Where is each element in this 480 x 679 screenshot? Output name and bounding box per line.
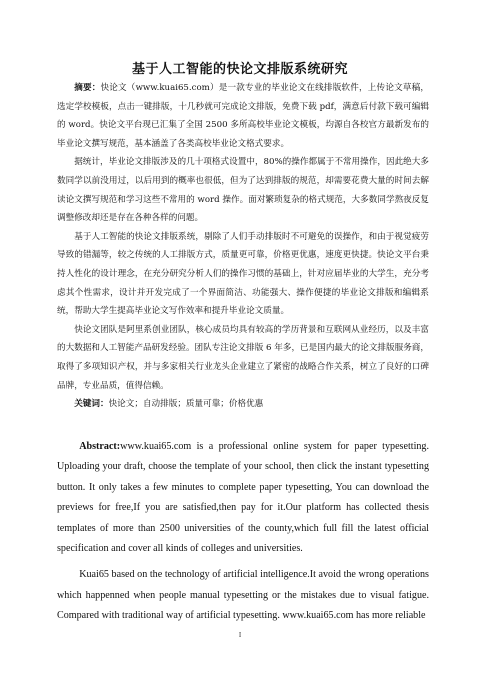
document-title: 基于人工智能的快论文排版系统研究 <box>131 62 348 77</box>
keywords-label: 关键词： <box>74 399 109 410</box>
keywords-paragraph <box>57 395 429 414</box>
body-paragraph-ai-system: 基于人工智能的快论文排版系统，剔除了人们手动排版时不可避免的误操作，和由于视觉疲劳导致的错漏等，较之传统的人工排版方式，质量更可靠，价格更优惠，速度更快捷。快论文平台秉持人性化的设计理念，在充分研究分析人们的操作习惯的基础上，针对应届毕业的大学生，充分考虑其个性需求，设计并开发完成了一个界面简洁、功能强大、操作便捷的毕业论文排版和编辑系统，帮助大学生提高毕业论文写作效率和提升毕业论文质量。 <box>57 231 429 317</box>
page-number: I <box>238 631 242 639</box>
english-abstract-paragraph <box>57 437 429 559</box>
english-abstract-text: www.kuai65.com is a professional online system for paper typesetting. Uploading your draft, choose the template of your school, then click the instant typesetting button. It only takes a few minutes to complete paper typesetting, You can download the previews for free,If you are satisfied,then pay for it.Our platform has collected thesis templates of more than 2500 universities of the county,which full fill the latest official specification and cover all kinds of colleges and universities. <box>57 441 429 555</box>
english-abstract-block <box>57 437 429 627</box>
body-paragraph-team: 快论文团队是阿里系创业团队，核心成员均具有较高的学历背景和互联网从业经历，以及丰富的大数据和人工智能产品研发经验。团队专注论文排版 6 年多，已是国内最大的论文排版服务商，取得了多项知识产权，并与多家相关行业龙头企业建立了紧密的战略合作关系，树立了良好的口碑品牌，专业品质，值得信赖。 <box>57 324 429 391</box>
keywords-text: 快论文；自动排版；质量可靠；价格优惠 <box>108 399 264 410</box>
english-abstract-label: Abstract: <box>79 441 121 452</box>
english-body-paragraph: Kuai65 based on the technology of artificial intelligence.It avoid the wrong operations which happenned when people manual typesetting or the mistakes due to visual fatigue. Compared with traditional way of artificial typesetting. www.kuai65.com has more reliable <box>57 569 429 622</box>
abstract-label: 摘要： <box>74 83 101 93</box>
body-paragraph-statistics: 据统计，毕业论文排版涉及的几十项格式设置中，80%的操作都属于不常用操作，因此绝大多数同学以前没用过，以后用到的概率也很低，但为了达到排版的规范，却需要花费大量的时间去解读论文撰写规范和学习这些不常用的 word 操作。面对繁琐复杂的格式规范，大多数同学熬夜反复调整修改却还是存在各种各样的问题。 <box>57 157 429 224</box>
chinese-abstract-block <box>57 79 429 414</box>
abstract-paragraph <box>57 79 429 153</box>
abstract-text: 快论文（www.kuai65.com）是一款专业的毕业论文在线排版软件，上传论文草稿，选定学校模板，点击一键排版，十几秒就可完成论文排版，免费下载 pdf，满意后付款下载可编辑的 word。快论文平台现已汇集了全国 2500 多所高校毕业论文模板，均源自各校官方最新发布的毕业论文撰写规范，基本涵盖了各类高校毕业论文格式要求。 <box>57 83 429 149</box>
